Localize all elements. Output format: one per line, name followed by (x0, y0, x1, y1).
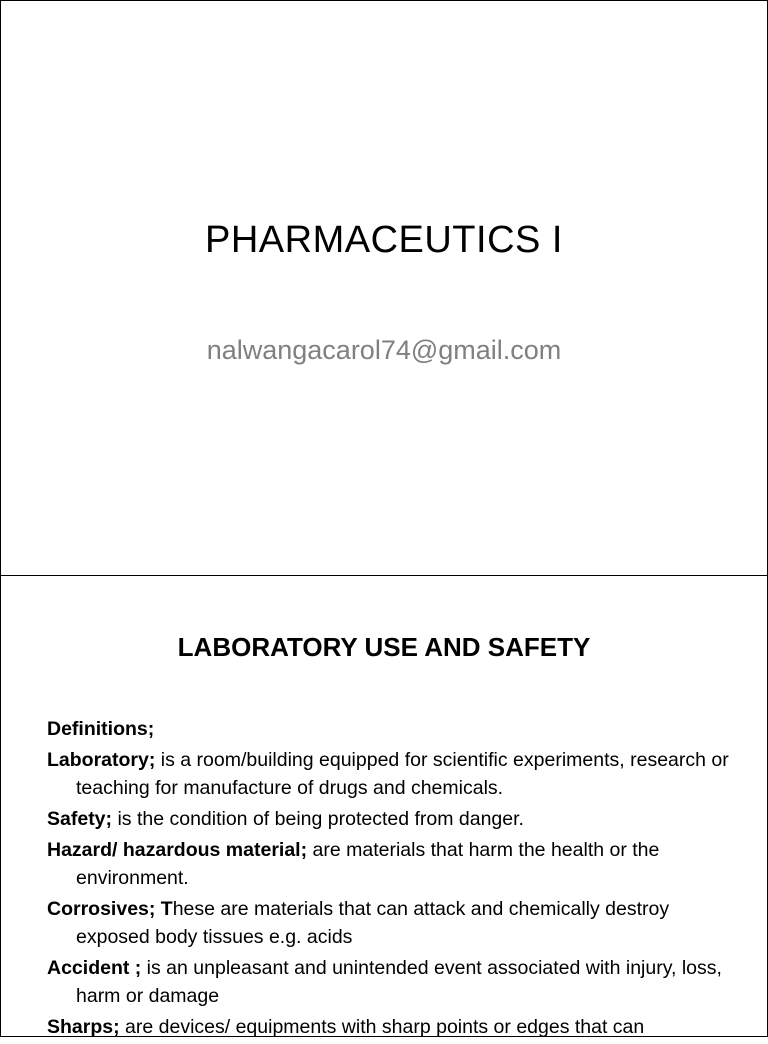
definition-sharps (47, 1013, 747, 1041)
definition-text: is the condition of being protected from danger. (112, 808, 524, 830)
definition-text: is an unpleasant and unintended event associated with injury, loss, harm or damage (76, 957, 722, 1007)
author-email: nalwangacarol74@gmail.com (206, 335, 562, 365)
definition-text: are materials that harm the health or the environment. (76, 839, 660, 889)
definition-term: Corrosives; T (47, 898, 173, 920)
definition-safety (47, 805, 747, 833)
definition-corrosives (47, 895, 747, 951)
definition-laboratory (47, 746, 747, 802)
slide-title: PHARMACEUTICS I (205, 219, 563, 261)
definition-term: Sharps; (47, 1016, 120, 1038)
definition-term: Hazard/ hazardous material; (47, 839, 308, 861)
content-slide (0, 575, 768, 1037)
definitions-list (47, 715, 747, 1044)
definition-text: are devices/ equipments with sharp points or edges that can (119, 1016, 645, 1038)
definition-hazard (47, 836, 747, 892)
definition-term: Accident ; (47, 957, 142, 979)
definition-text: hese are materials that can attack and chemically destroy exposed body tissues e.g. acids (76, 898, 670, 948)
definition-term: Laboratory; (47, 749, 156, 771)
definitions-heading: Definitions; (47, 718, 155, 740)
definition-term: Safety; (47, 808, 113, 830)
slide-heading: LABORATORY USE AND SAFETY (177, 632, 591, 662)
definition-accident (47, 954, 747, 1010)
definition-text: is a room/building equipped for scientific experiments, research or teaching for manufacture of drugs and chemicals. (76, 749, 729, 799)
